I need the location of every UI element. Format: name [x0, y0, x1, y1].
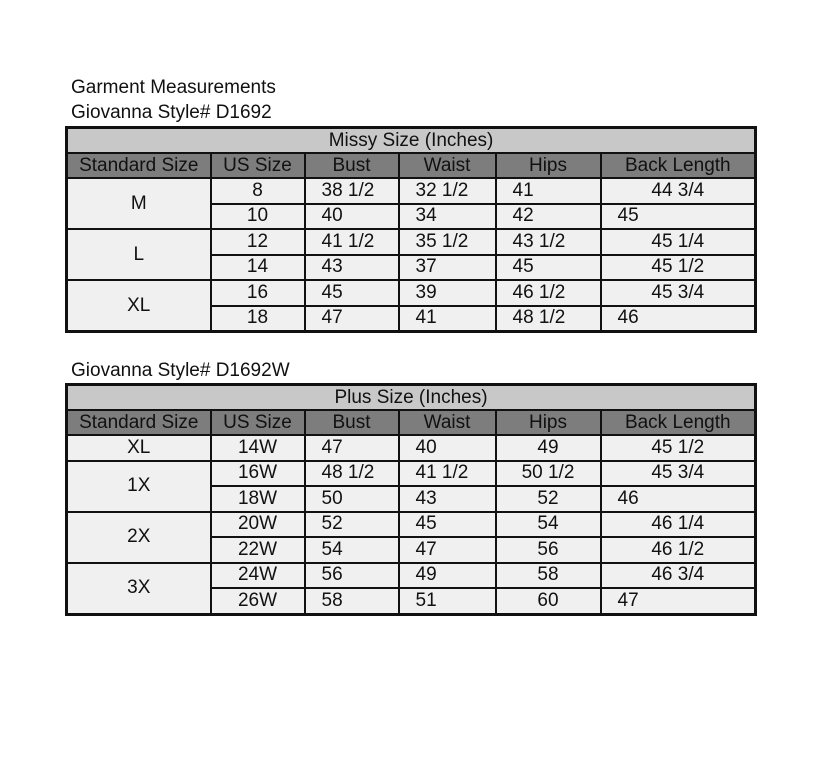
table-row: [67, 461, 756, 487]
us-size-cell: 12: [211, 229, 305, 255]
bust-cell: 40: [305, 204, 399, 230]
back-length-cell: 47: [601, 588, 756, 614]
standard-size-cell: XL: [67, 280, 211, 332]
back-length-cell: 46: [601, 486, 756, 512]
back-length-cell: 45 3/4: [601, 461, 756, 487]
bust-cell: 38 1/2: [305, 178, 399, 204]
bust-cell: 54: [305, 537, 399, 563]
bust-cell: 43: [305, 255, 399, 281]
column-header-waist: Waist: [399, 410, 496, 435]
waist-cell: 35 1/2: [399, 229, 496, 255]
column-header-waist: Waist: [399, 153, 496, 178]
table-row: [67, 435, 756, 461]
back-length-cell: 45 3/4: [601, 280, 756, 306]
us-size-cell: 8: [211, 178, 305, 204]
column-header-bust: Bust: [305, 410, 399, 435]
waist-cell: 51: [399, 588, 496, 614]
us-size-cell: 10: [211, 204, 305, 230]
table-row: [67, 563, 756, 589]
column-header-hips: Hips: [496, 410, 601, 435]
hips-cell: 43 1/2: [496, 229, 601, 255]
standard-size-cell: 3X: [67, 563, 211, 615]
us-size-cell: 26W: [211, 588, 305, 614]
us-size-cell: 14: [211, 255, 305, 281]
us-size-cell: 20W: [211, 512, 305, 538]
hips-cell: 52: [496, 486, 601, 512]
waist-cell: 40: [399, 435, 496, 461]
column-header-back-length: Back Length: [601, 153, 756, 178]
plus-size-table: [65, 383, 757, 616]
column-header-us-size: US Size: [211, 153, 305, 178]
back-length-cell: 46: [601, 306, 756, 332]
bust-cell: 56: [305, 563, 399, 589]
hips-cell: 56: [496, 537, 601, 563]
back-length-cell: 46 1/4: [601, 512, 756, 538]
waist-cell: 41: [399, 306, 496, 332]
standard-size-cell: 1X: [67, 461, 211, 512]
waist-cell: 37: [399, 255, 496, 281]
bust-cell: 47: [305, 306, 399, 332]
waist-cell: 39: [399, 280, 496, 306]
page-title: Garment Measurements: [71, 77, 276, 98]
hips-cell: 48 1/2: [496, 306, 601, 332]
table-row: [67, 512, 756, 538]
us-size-cell: 18W: [211, 486, 305, 512]
table-caption: Plus Size (Inches): [67, 385, 756, 411]
back-length-cell: 45 1/2: [601, 255, 756, 281]
back-length-cell: 45 1/4: [601, 229, 756, 255]
column-header-standard-size: Standard Size: [67, 153, 211, 178]
plus-style-heading: Giovanna Style# D1692W: [71, 360, 290, 381]
us-size-cell: 18: [211, 306, 305, 332]
us-size-cell: 16: [211, 280, 305, 306]
table-row: [67, 229, 756, 255]
column-header-bust: Bust: [305, 153, 399, 178]
back-length-cell: 45: [601, 204, 756, 230]
table-row: [67, 178, 756, 204]
standard-size-cell: XL: [67, 435, 211, 461]
us-size-cell: 24W: [211, 563, 305, 589]
missy-size-table: [65, 126, 757, 333]
column-header-back-length: Back Length: [601, 410, 756, 435]
column-header-hips: Hips: [496, 153, 601, 178]
hips-cell: 46 1/2: [496, 280, 601, 306]
hips-cell: 58: [496, 563, 601, 589]
hips-cell: 50 1/2: [496, 461, 601, 487]
back-length-cell: 44 3/4: [601, 178, 756, 204]
waist-cell: 49: [399, 563, 496, 589]
waist-cell: 47: [399, 537, 496, 563]
standard-size-cell: L: [67, 229, 211, 280]
us-size-cell: 22W: [211, 537, 305, 563]
waist-cell: 45: [399, 512, 496, 538]
standard-size-cell: M: [67, 178, 211, 229]
hips-cell: 41: [496, 178, 601, 204]
back-length-cell: 46 3/4: [601, 563, 756, 589]
table-caption: Missy Size (Inches): [67, 128, 756, 154]
back-length-cell: 45 1/2: [601, 435, 756, 461]
hips-cell: 45: [496, 255, 601, 281]
hips-cell: 54: [496, 512, 601, 538]
standard-size-cell: 2X: [67, 512, 211, 563]
bust-cell: 58: [305, 588, 399, 614]
bust-cell: 41 1/2: [305, 229, 399, 255]
bust-cell: 52: [305, 512, 399, 538]
table-row: [67, 280, 756, 306]
waist-cell: 34: [399, 204, 496, 230]
us-size-cell: 14W: [211, 435, 305, 461]
hips-cell: 60: [496, 588, 601, 614]
missy-style-heading: Giovanna Style# D1692: [71, 102, 272, 123]
hips-cell: 42: [496, 204, 601, 230]
column-header-us-size: US Size: [211, 410, 305, 435]
bust-cell: 45: [305, 280, 399, 306]
waist-cell: 41 1/2: [399, 461, 496, 487]
column-header-standard-size: Standard Size: [67, 410, 211, 435]
bust-cell: 47: [305, 435, 399, 461]
waist-cell: 43: [399, 486, 496, 512]
bust-cell: 50: [305, 486, 399, 512]
waist-cell: 32 1/2: [399, 178, 496, 204]
us-size-cell: 16W: [211, 461, 305, 487]
bust-cell: 48 1/2: [305, 461, 399, 487]
back-length-cell: 46 1/2: [601, 537, 756, 563]
hips-cell: 49: [496, 435, 601, 461]
